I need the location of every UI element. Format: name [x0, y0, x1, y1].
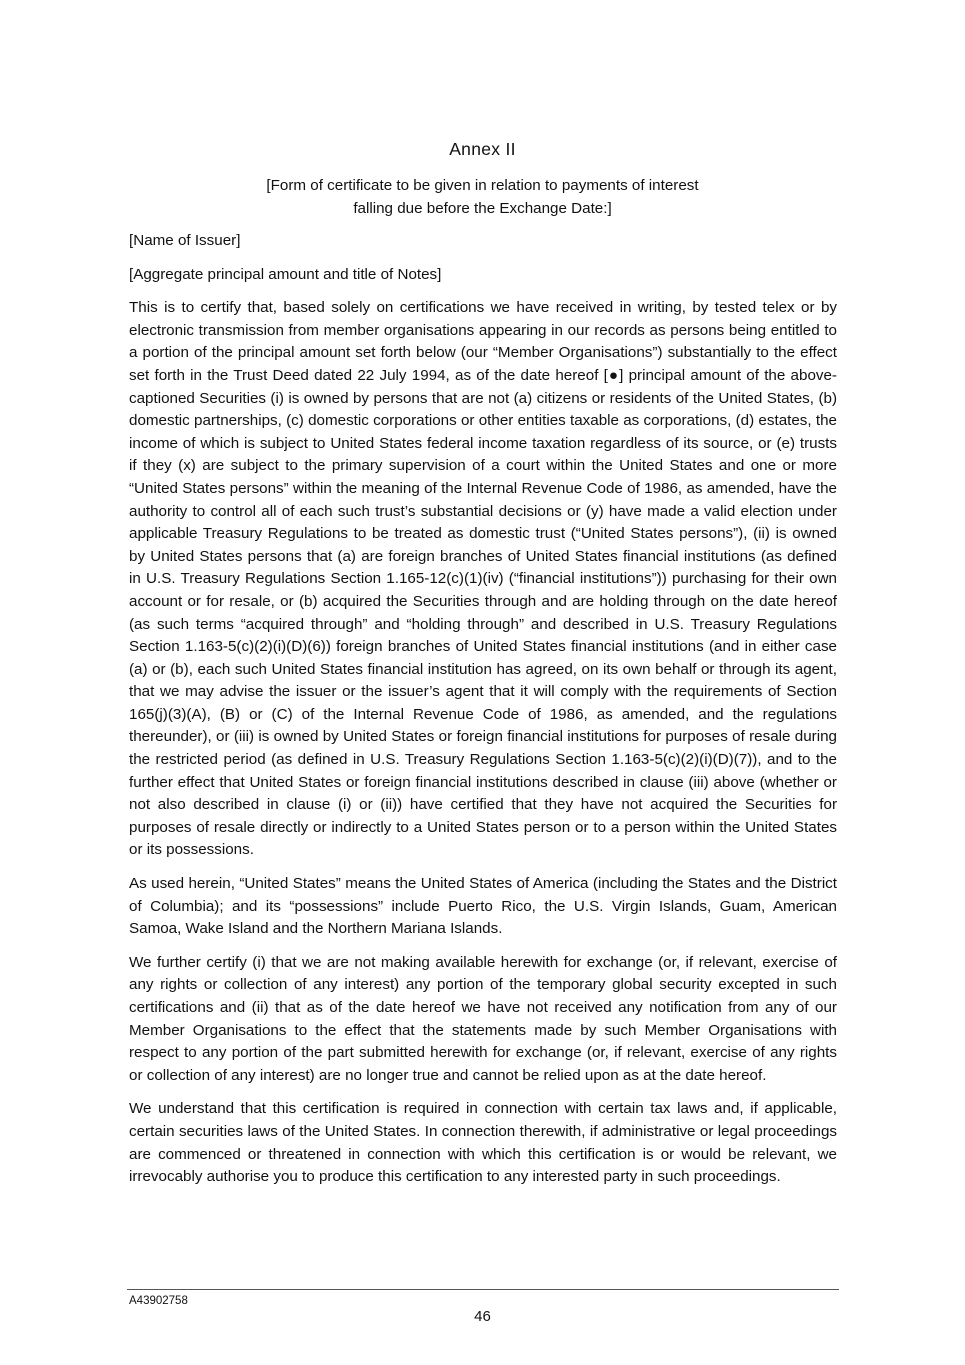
footer-divider [127, 1289, 839, 1290]
tax-laws-paragraph: We understand that this certification is required in connection with certain tax laws and, if applicable, certain securities laws of the United States. In connection therewith, if administrative or legal proceedings are commenced or threatened in connection with which this certification is or would be relevant, we irrevocably authorise you to produce this certification to any interested party in such proceedings. [129, 1100, 837, 1186]
subtitle-line: [Form of certificate to be given in relation to payments of interest [266, 177, 699, 194]
certificate-body [129, 230, 837, 1200]
certification-paragraph: This is to certify that, based solely on certifications we have received in writing, by tested telex or by electronic transmission from member organisations appearing in our records as persons being entitled to a portion of the principal amount set forth below (our “Member Organisations”) substantially to the effect set forth in the Trust Deed dated 22 July 1994, as of the date hereof [●] principal amount of the above-captioned Securities (i) is owned by persons that are not (a) citizens or residents of the United States, (b) domestic partnerships, (c) domestic corporations or other entities taxable as corporations, (d) estates, the income of which is subject to United States federal income taxation regardless of its source, or (e) trusts if they (x) are subject to the primary supervision of a court within the United States and one or more “United States persons” within the meaning of the Internal Revenue Code of 1986, as amended, have the authority to control all of each such trust’s substantial decisions or (y) have made a valid election under applicable Treasury Regulations to be treated as domestic trust (“United States persons”), (ii) is owned by United States persons that (a) are foreign branches of United States financial institutions (as defined in U.S. Treasury Regulations Section 1.165-12(c)(1)(iv) (“financial institutions”)) purchasing for their own account or for resale, or (b) acquired the Securities through and are holding through on the date hereof (as such terms “acquired through” and “holding through” and described in U.S. Treasury Regulations Section 1.163-5(c)(2)(i)(D)(6)) foreign branches of United States financial institutions (and in either case (a) or (b), each such United States financial institution has agreed, on its own behalf or through its agent, that we may advise the issuer or the issuer’s agent that it will comply with the requirements of Section 165(j)(3)(A), (B) or (C) of the Internal Revenue Code of 1986, as amended, and the regulations thereunder), or (iii) is owned by United States or foreign financial institutions for purposes of resale during the restricted period (as defined in U.S. Treasury Regulations Section 1.163-5(c)(2)(i)(D)(7)), and to the further effect that United States or foreign financial institutions described in clause (iii) above (whether or not also described in clause (i) or (ii)) have certified that they have not acquired the Securities for purposes of resale directly or indirectly to a United States person or to a person within the United States or its possessions. [129, 299, 837, 859]
annex-title: Annex II [449, 139, 516, 159]
definitions-paragraph: As used herein, “United States” means the United States of America (including the States and the District of Columbia); and its “possessions” include Puerto Rico, the U.S. Virgin Islands, Guam, American Samoa, Wake Island and the Northern Mariana Islands. [129, 875, 837, 938]
page-number: 46 [474, 1308, 491, 1325]
document-reference: A43902758 [129, 1295, 188, 1307]
subtitle-line: falling due before the Exchange Date:] [353, 199, 612, 217]
form-subtitle [0, 175, 965, 220]
issuer-placeholder: [Name of Issuer] [129, 232, 241, 249]
notes-placeholder: [Aggregate principal amount and title of Notes] [129, 265, 442, 283]
further-certification-paragraph: We further certify (i) that we are not making available herewith for exchange (or, if relevant, exercise of any rights or collection of any interest) any portion of the temporary global security excepted in such certifications and (ii) that as of the date hereof we have not received any notification from any of our Member Organisations to the effect that the statements made by such Member Organisations with respect to any portion of the part submitted herewith for exchange (or, if relevant, exercise of any rights or collection of any interest) are no longer true and cannot be relied upon as at the date hereof. [129, 953, 837, 1084]
